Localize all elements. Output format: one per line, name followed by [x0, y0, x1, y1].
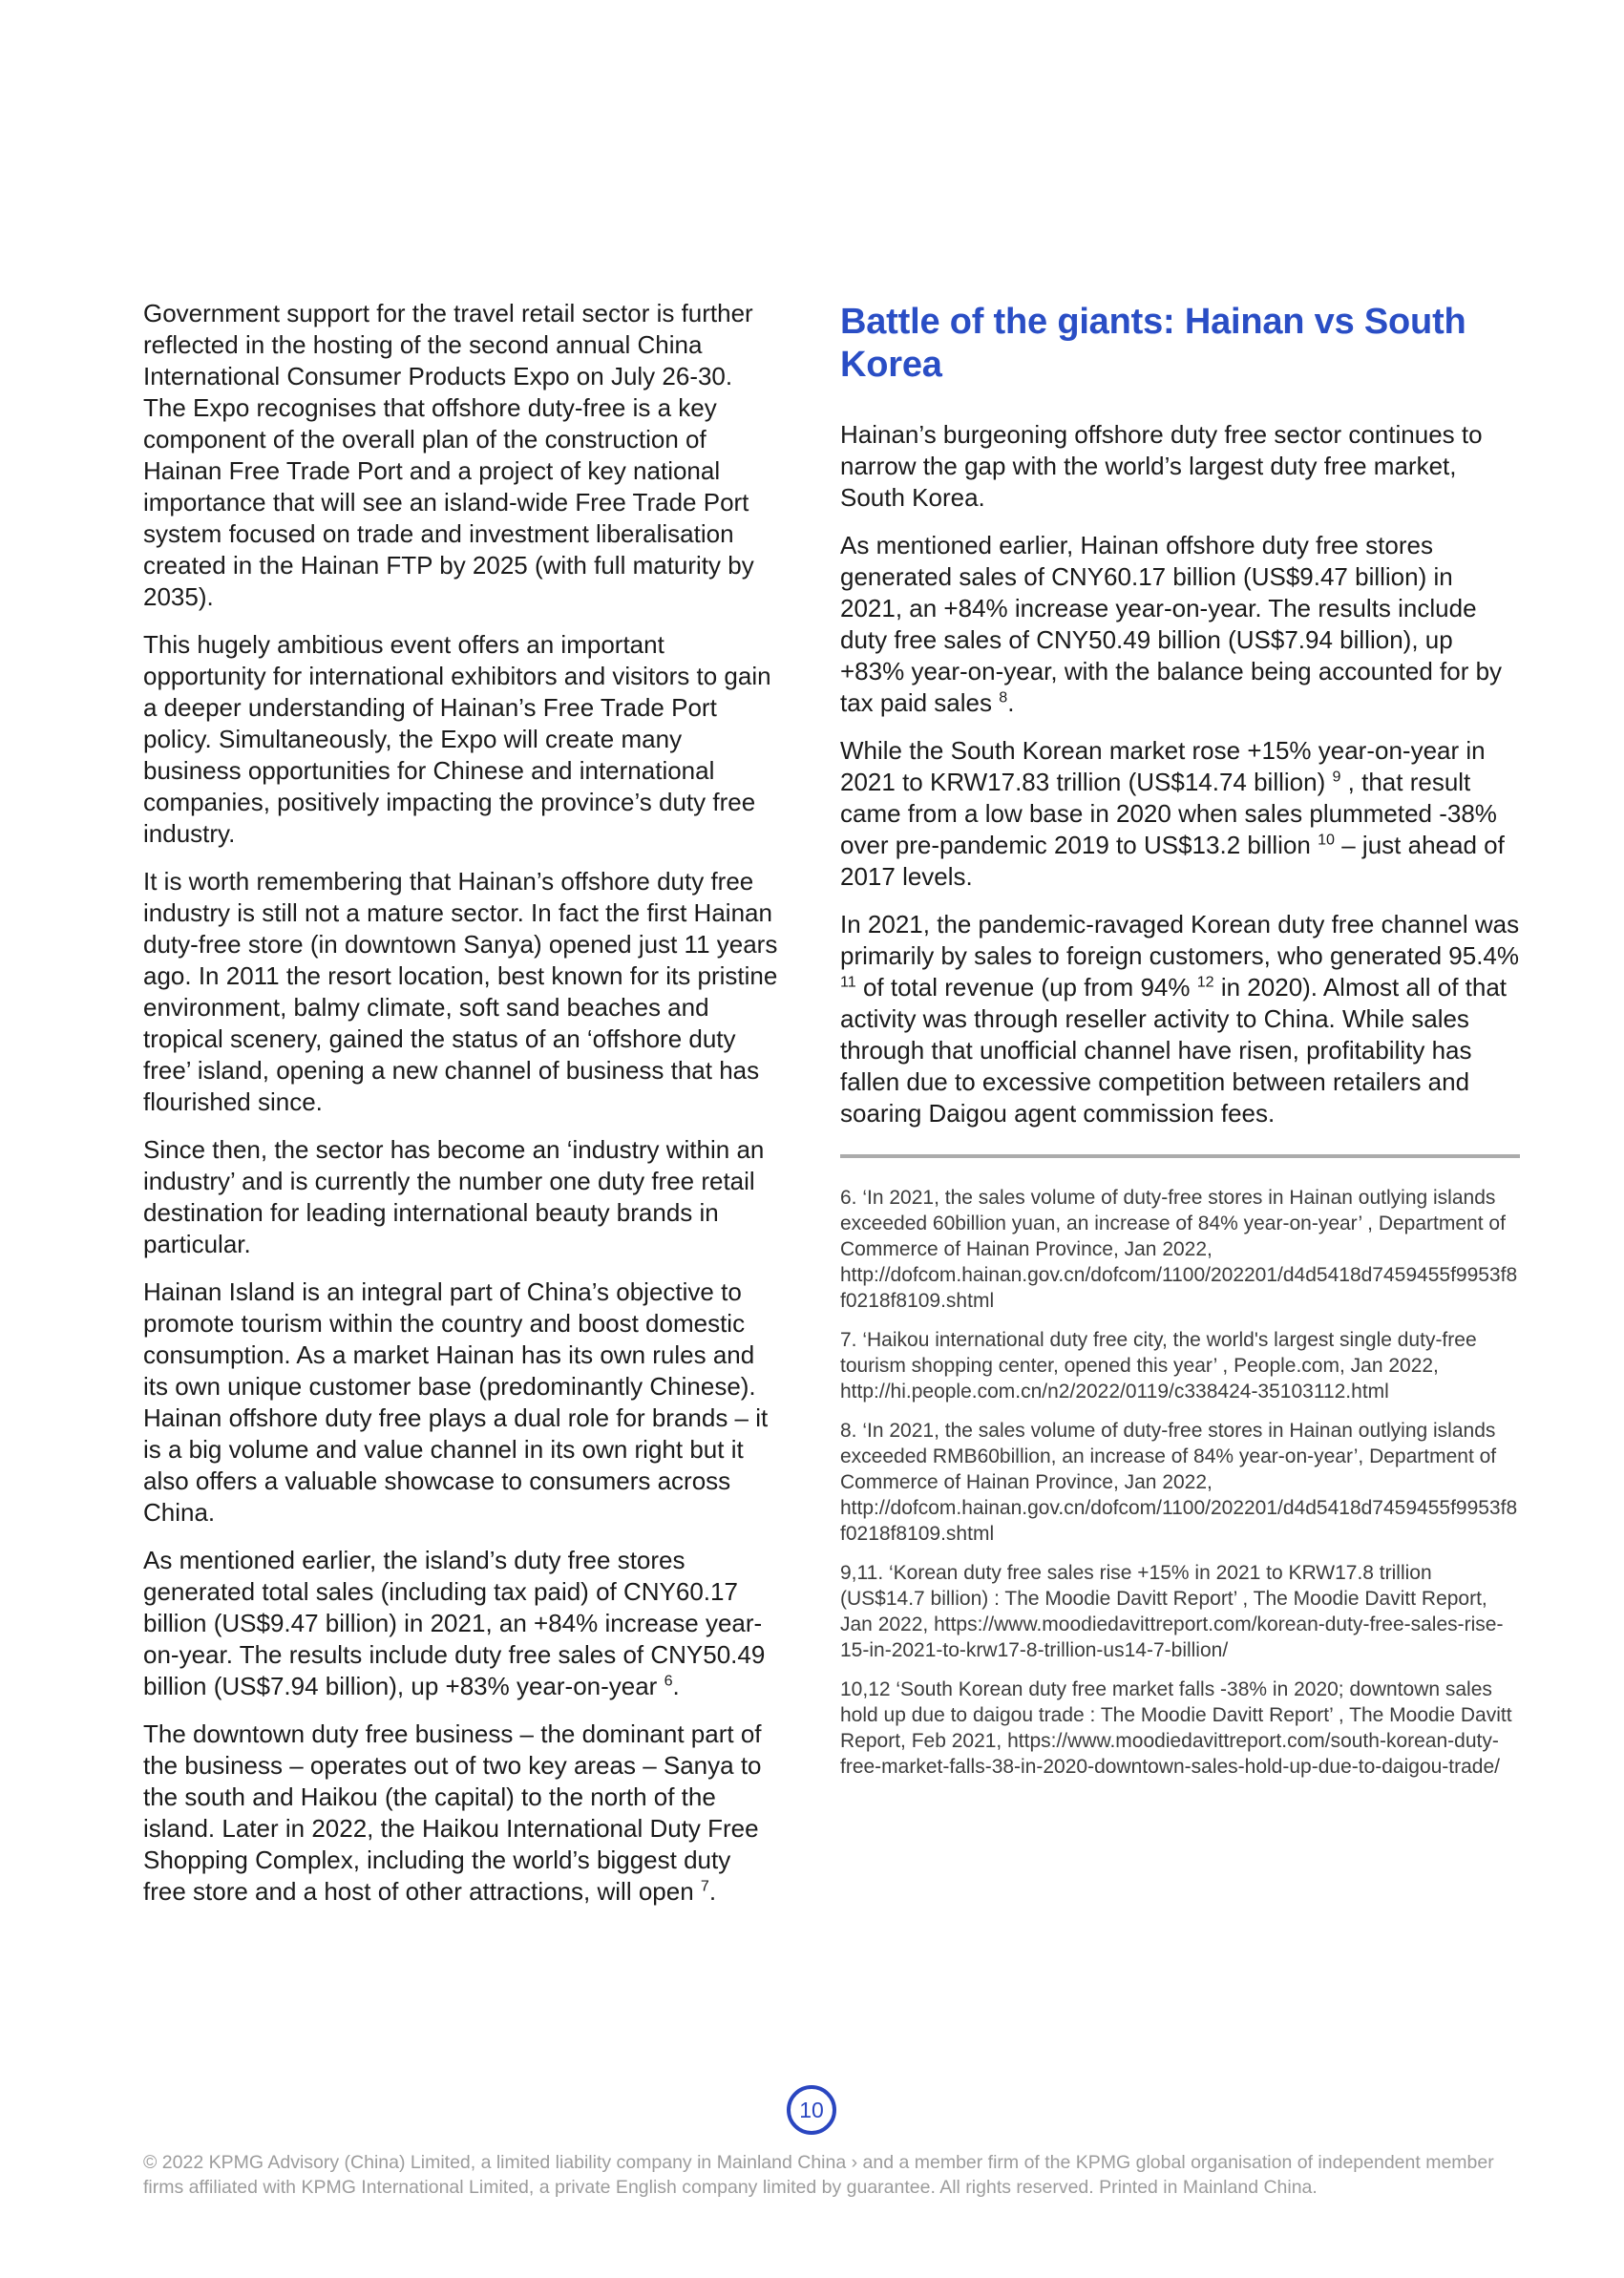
body-paragraph: Since then, the sector has become an ‘industry within an industry’ and is currently the number one duty free retail destination for leading international beauty brands in particular. — [143, 1135, 765, 1258]
footnotes-list — [840, 1185, 1520, 1780]
footnote-marker: 8 — [999, 688, 1008, 707]
body-paragraph: It is worth remembering that Hainan’s offshore duty free industry is still not a mature sector. In fact the first Hainan duty-free store (in downtown Sanya) opened just 11 years ago. In 2011 the resort location, best known for its pristine environment, balmy climate, soft sand beaches and tropical scenery, gained the status of an ‘offshore duty free’ island, opening a new channel of business that has flourished since. — [143, 867, 778, 1116]
body-paragraph: As mentioned earlier, Hainan offshore duty free stores generated sales of CNY60.17 billion (US$9.47 billion) in 2021, an +84% increase year-on-year. The results include duty free sales of CNY50.49 billion (US$7.94 billion), up +83% year-on-year, with the balance being accounted for by tax paid sales $^8$. — [840, 531, 1503, 717]
page-number-badge — [787, 2085, 836, 2135]
footnote-divider — [840, 1154, 1520, 1158]
section-heading: Battle of the giants: Hainan vs South Korea — [840, 302, 1466, 385]
body-paragraph: This hugely ambitious event offers an important opportunity for international exhibitors and visitors to gain a deeper understanding of Hainan’s Free Trade Port policy. Simultaneously, the Expo will create many business opportunities for Chinese and international companies, positively impacting the province’s duty free industry. — [143, 630, 771, 848]
body-paragraph: Hainan’s burgeoning offshore duty free sector continues to narrow the gap with the world’s largest duty free market, South Korea. — [840, 420, 1483, 512]
footnote-marker: 6 — [664, 1672, 673, 1690]
footnote-marker: 11 — [840, 973, 856, 991]
right-column — [840, 298, 1520, 1924]
copyright-text: © 2022 KPMG Advisory (China) Limited, a limited liability company in Mainland China › and a member firm of the KPMG global organisation of independent member firms affiliated with KPMG International Limited, a private English company limited by guarantee. All rights reserved. Printed in Mainland China. — [143, 2152, 1494, 2198]
body-paragraph: As mentioned earlier, the island’s duty free stores generated total sales (including tax paid) of CNY60.17 billion (US$9.47 billion) in 2021, an +84% increase year-on-year. The results include duty free sales of CNY50.49 billion (US$7.94 billion), up +83% year-on-year $^6$. — [143, 1546, 766, 1700]
footnote: 7. ‘Haikou international duty free city, the world's largest single duty-free tourism shopping center, opened this year’ , People.com, Jan 2022, http://hi.people.com.cn/n2/2022/0119/c338424-35103112.html — [840, 1329, 1477, 1403]
footnote: 9,11. ‘Korean duty free sales rise +15% in 2021 to KRW17.8 trillion (US$14.7 billion) : The Moodie Davitt Report’ , The Moodie Davitt Report, Jan 2022, https://www.moodiedavittreport.com/korean-duty-free-sales-rise-15-in-2021-to-krw17-8-trillion-us14-7-billion/ — [840, 1562, 1504, 1661]
body-paragraph: While the South Korean market rose +15% year-on-year in 2021 to KRW17.83 trillion (US$14.74 billion) $^9$ , that result came from a low base in 2020 when sales plummeted -38% over pre-pandemic 2019 to US$13.2 billion $^{10}$ – just ahead of 2017 levels. — [840, 736, 1505, 891]
two-column-layout — [143, 298, 1520, 1924]
footnote-marker: 12 — [1196, 973, 1214, 991]
body-paragraph: Hainan Island is an integral part of China’s objective to promote tourism within the country and boost domestic consumption. As a market Hainan has its own rules and its own unique customer base (predominantly Chinese). Hainan offshore duty free plays a dual role for brands – it is a big volume and value channel in its own right but it also offers a valuable showcase to consumers across China. — [143, 1277, 769, 1527]
footnote-marker: 9 — [1332, 768, 1341, 786]
footnote: 10,12 ‘South Korean duty free market falls -38% in 2020; downtown sales hold up due to daigou trade : The Moodie Davitt Report’ , The Moodie Davitt Report, Feb 2021, https://www.moodiedavittreport.com/south-korean-duty-free-market-falls-38-in-2020-downtown-sales-hold-up-due-to-daigou-trade/ — [840, 1678, 1512, 1778]
body-paragraph: Government support for the travel retail sector is further reflected in the hosting of the second annual China International Consumer Products Expo on July 26-30. The Expo recognises that offshore duty-free is a key component of the overall plan of the construction of Hainan Free Trade Port and a project of key national importance that will see an island-wide Free Trade Port system focused on trade and investment liberalisation created in the Hainan FTP by 2025 (with full maturity by 2035). — [143, 299, 754, 611]
footnote: 6. ‘In 2021, the sales volume of duty-free stores in Hainan outlying islands exceeded 60billion yuan, an increase of 84% year-on-year’ , Department of Commerce of Hainan Province, Jan 2022, http://dofcom.hainan.gov.cn/dofcom/1100/202201/d4d5418d7459455f9953f8f0218f8109.shtml — [840, 1187, 1518, 1312]
right-column-paragraphs — [840, 419, 1520, 1129]
footnote-marker: 10 — [1318, 831, 1336, 849]
footnote: 8. ‘In 2021, the sales volume of duty-free stores in Hainan outlying islands exceeded RMB60billion, an increase of 84% year-on-year’, Department of Commerce of Hainan Province, Jan 2022, http://dofcom.hainan.gov.cn/dofcom/1100/202201/d4d5418d7459455f9953f8f0218f8109.shtml — [840, 1420, 1518, 1545]
body-paragraph: The downtown duty free business – the dominant part of the business – operates out of two key areas – Sanya to the south and Haikou (the capital) to the north of the island. Later in 2022, the Haikou International Duty Free Shopping Complex, including the world’s biggest duty free store and a host of other attractions, will open $^7$. — [143, 1719, 762, 1906]
left-column-paragraphs — [143, 298, 779, 1908]
left-column — [143, 298, 779, 1924]
body-paragraph: In 2021, the pandemic-ravaged Korean duty free channel was primarily by sales to foreign customers, who generated 95.4% $^{11}$ of total revenue (up from 94% $^{12}$ in 2020). Almost all of that activity was through reseller activity to China. While sales through that unofficial channel have risen, profitability has fallen due to excessive competition between retailers and soaring Daigou agent commission fees. — [840, 910, 1520, 1128]
footnote-marker: 7 — [700, 1877, 709, 1895]
page-number: 10 — [799, 2097, 824, 2122]
